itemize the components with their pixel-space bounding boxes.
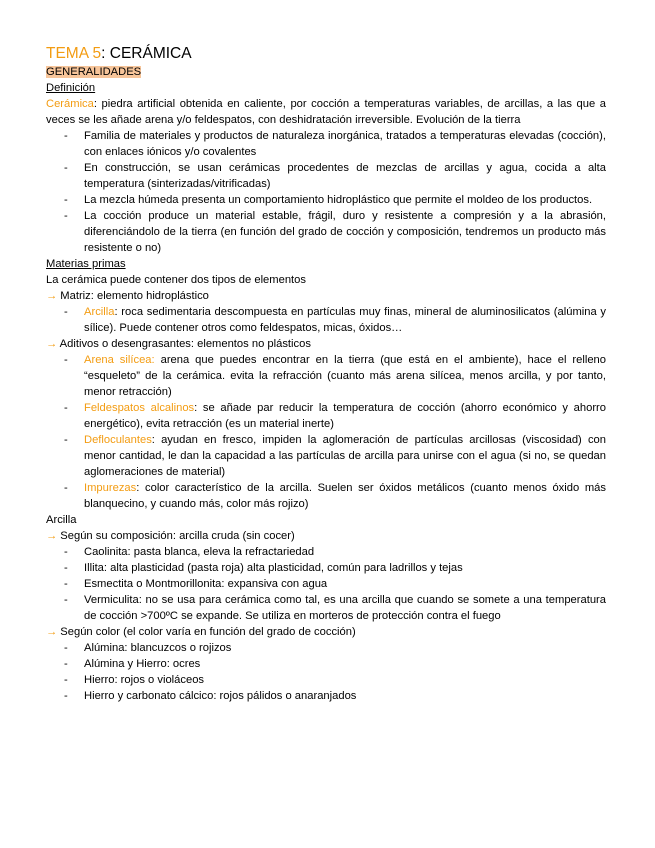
document-page [46, 44, 606, 704]
section-heading [46, 64, 606, 80]
item-text: : ayudan en fresco, impiden la aglomeración de partículas arcillosas (viscosidad) con menor cantidad, le dan la capacidad a las partículas de arcilla para unirse con el agua (si no, se quedan aglomeraciones de material) [84, 434, 606, 478]
arcilla-heading: Arcilla [46, 514, 77, 526]
list-item [84, 352, 606, 400]
matriz-label: Matriz: elemento hidroplástico [57, 290, 209, 302]
list-item [84, 432, 606, 480]
item-text: arena que puedes encontrar en la tierra (que está en el ambiente), hace el relleno “esqueleto” de la cerámica. evita la refracción (cuanto más arena silícea, menos arcilla, y por tanto, menor retracción) [84, 354, 607, 398]
item-term: Feldespatos alcalinos [84, 402, 195, 414]
list-item: - Familia de materiales y productos de naturaleza inorgánica, tratados a temperaturas elevadas (cocción), con enlaces iónicos y/o covalentes [84, 128, 606, 160]
materias-intro: La cerámica puede contener dos tipos de elementos [46, 274, 306, 286]
page-title [46, 44, 606, 64]
color-label: Según color (el color varía en función del grado de cocción) [57, 626, 356, 638]
list-item [84, 400, 606, 432]
definicion-text: : piedra artificial obtenida en caliente, por cocción a temperaturas variables, de arcillas, a las que a veces se les añade arena y/o feldespatos, con deshidratación irreversible. Evolución de la tierra [46, 98, 606, 126]
aditivos-label: Aditivos o desengrasantes: elementos no plásticos [57, 338, 311, 350]
item-term: Impurezas [84, 482, 137, 494]
list-item: - Hierro: rojos o violáceos [84, 672, 606, 688]
color-line [46, 624, 606, 640]
arrow-icon: → [46, 290, 58, 302]
item-text: : roca sedimentaria descompuesta en partículas muy finas, mineral de aluminosilicatos (alúmina y sílice). Puede contener otros como feldespatos, micas, óxidos… [84, 306, 606, 334]
arrow-icon: → [46, 338, 58, 350]
list-item: - Illita: alta plasticidad (pasta roja) alta plasticidad, común para ladrillos y tejas [84, 560, 606, 576]
title-suffix: : CERÁMICA [101, 45, 192, 62]
composicion-line [46, 528, 606, 544]
section-highlight: GENERALIDADES [46, 66, 142, 78]
list-item: - Alúmina: blancuzcos o rojizos [84, 640, 606, 656]
list-item: - Esmectita o Montmorillonita: expansiva con agua [84, 576, 606, 592]
aditivos-line [46, 336, 606, 352]
arrow-icon: → [46, 626, 58, 638]
item-term: Arcilla [84, 306, 115, 318]
list-item [84, 480, 606, 512]
arrow-icon: → [46, 530, 58, 542]
matriz-line [46, 288, 606, 304]
definicion-heading: Definición [46, 82, 96, 94]
definicion-list [46, 128, 606, 256]
definicion-paragraph [46, 96, 606, 128]
list-item: - En construcción, se usan cerámicas procedentes de mezclas de arcillas y agua, cocida a alta temperatura (sinterizadas/vitrificadas) [84, 160, 606, 192]
composicion-label: Según su composición: arcilla cruda (sin cocer) [57, 530, 295, 542]
aditivos-list [46, 352, 606, 512]
materias-heading: Materias primas [46, 258, 126, 270]
matriz-list [46, 304, 606, 336]
list-item: - Alúmina y Hierro: ocres [84, 656, 606, 672]
list-item: - Hierro y carbonato cálcico: rojos pálidos o anaranjados [84, 688, 606, 704]
item-text: : se añade par reducir la temperatura de cocción (ahorro económico y ahorro energético), evita retracción (es un material inerte) [84, 402, 607, 430]
list-item: - La cocción produce un material estable, frágil, duro y resistente a compresión y a la abrasión, diferenciándolo de la tierra (en función del grado de cocción y composición, tendremos un producto más resistente o no) [84, 208, 606, 256]
item-term: Arena silícea: [84, 354, 155, 366]
item-term: Defloculantes [84, 434, 152, 446]
list-item: - La mezcla húmeda presenta un comportamiento hidroplástico que permite el moldeo de los productos. [84, 192, 606, 208]
list-item: - Vermiculita: no se usa para cerámica como tal, es una arcilla que cuando se somete a una temperatura de cocción >700ºC se expande. Se utiliza en morteros de protección contra el fuego [84, 592, 606, 624]
definicion-term: Cerámica [46, 98, 94, 110]
title-tema: TEMA 5 [46, 45, 102, 62]
list-item [84, 304, 606, 336]
color-list [46, 640, 606, 704]
composicion-list [46, 544, 606, 624]
list-item: - Caolinita: pasta blanca, eleva la refractariedad [84, 544, 606, 560]
item-text: : color característico de la arcilla. Suelen ser óxidos metálicos (cuanto menos óxido más blanquecino, y cuando más, color más rojizo) [84, 482, 606, 510]
